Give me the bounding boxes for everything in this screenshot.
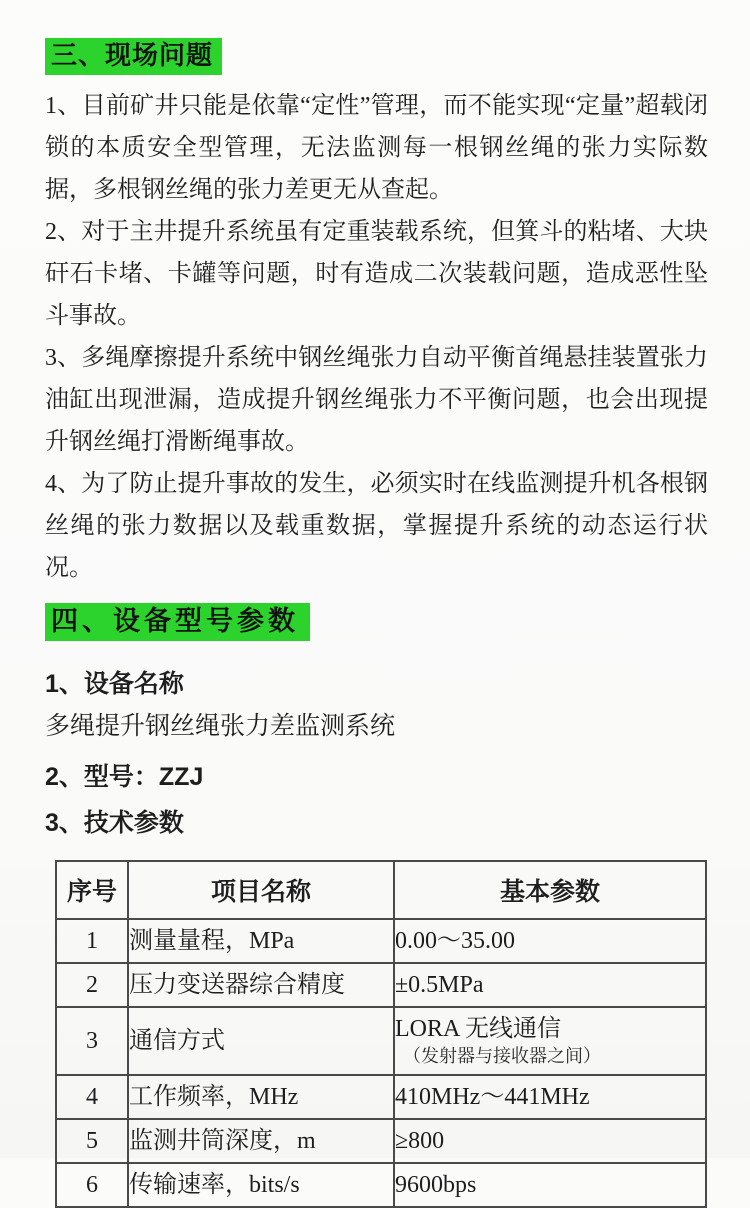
- cell-param-value: ≥800: [394, 1119, 706, 1163]
- subitem-device-name-label: 1、设备名称: [45, 669, 184, 698]
- cell-row-no: 1: [56, 919, 128, 963]
- tech-params-table: [55, 860, 707, 1208]
- cell-row-no: 5: [56, 1119, 128, 1163]
- header-cell-basic-param: 基本参数: [394, 861, 706, 919]
- cell-item-name: 工作频率，MHz: [128, 1075, 394, 1119]
- param-value-note: （发射器与接收器之间）: [403, 1045, 601, 1066]
- paragraph-qualitative-management: 1、目前矿井只能是依靠“定性”管理，而不能实现“定量”超载闭锁的本质安全型管理，无法监测每一根钢丝绳的张力实际数据，多根钢丝绳的张力差更无从查起。: [45, 92, 708, 203]
- section3-heading: 三、现场问题: [45, 38, 222, 75]
- header-cell-index: 序号: [56, 861, 128, 919]
- cell-item-name: 传输速率，bits/s: [128, 1163, 394, 1207]
- paragraph-main-shaft-loading: 2、对于主井提升系统虽有定重装载系统，但箕斗的粘堵、大块矸石卡堵、卡罐等问题，时有造成二次装载问题，造成恶性坠斗事故。: [45, 218, 708, 329]
- table-row: [56, 1007, 706, 1075]
- section3-body: [45, 85, 708, 589]
- table-row: [56, 963, 706, 1007]
- cell-item-name: 监测井筒深度，m: [128, 1119, 394, 1163]
- param-value-main: LORA 无线通信: [395, 1015, 562, 1042]
- cell-item-name: 压力变送器综合精度: [128, 963, 394, 1007]
- cell-row-no: 4: [56, 1075, 128, 1119]
- table-row: [56, 919, 706, 963]
- paragraph-friction-hoist-leak: 3、多绳摩擦提升系统中钢丝绳张力自动平衡首绳悬挂装置张力油缸出现泄漏，造成提升钢丝绳张力不平衡问题，也会出现提升钢丝绳打滑断绳事故。: [45, 344, 708, 455]
- section3-heading-row: [45, 38, 708, 75]
- header-cell-item-name: 项目名称: [128, 861, 394, 919]
- cell-row-no: 3: [56, 1007, 128, 1075]
- cell-param-value: 9600bps: [394, 1163, 706, 1207]
- cell-param-value: [394, 1007, 706, 1075]
- table-row: [56, 1119, 706, 1163]
- subitem-tech-params-label: 3、技术参数: [45, 808, 184, 837]
- cell-param-value: ±0.5MPa: [394, 963, 706, 1007]
- cell-param-value: 0.00～35.00: [394, 919, 706, 963]
- cell-item-name: 测量量程，MPa: [128, 919, 394, 963]
- table-header-row: [56, 861, 706, 919]
- section4-heading: 四、设备型号参数: [45, 603, 310, 641]
- device-name-text: 多绳提升钢丝绳张力差监测系统: [45, 712, 396, 740]
- cell-row-no: 2: [56, 963, 128, 1007]
- subitem-model-label: 2、型号：ZZJ: [45, 762, 204, 791]
- paragraph-online-monitoring-need: 4、为了防止提升事故的发生，必须实时在线监测提升机各根钢丝绳的张力数据以及载重数据，掌握提升系统的动态运行状况。: [45, 470, 708, 581]
- table-row: [56, 1163, 706, 1207]
- cell-item-name: 通信方式: [128, 1007, 394, 1075]
- section4-heading-row: [45, 603, 708, 641]
- cell-param-value: 410MHz～441MHz: [394, 1075, 706, 1119]
- cell-row-no: 6: [56, 1163, 128, 1207]
- table-row: [56, 1075, 706, 1119]
